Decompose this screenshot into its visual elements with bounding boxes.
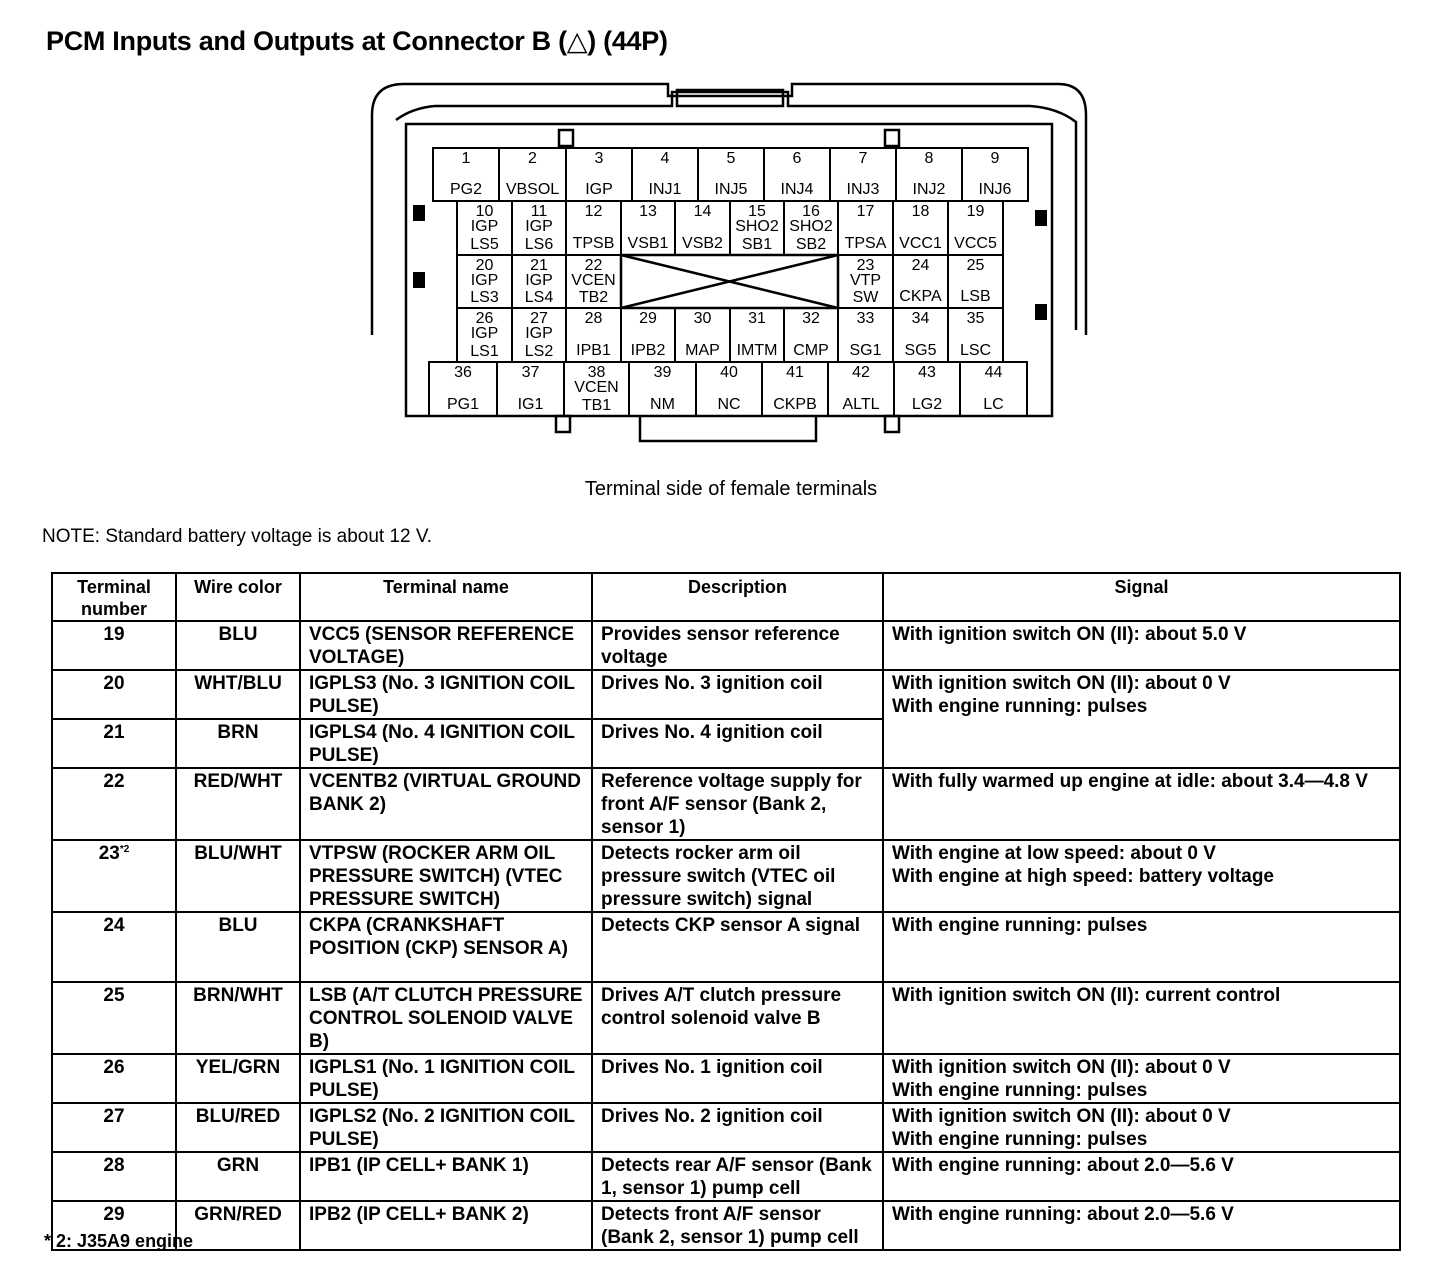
- terminal-label-36: PG1: [446, 396, 480, 413]
- terminal-number-40: 40: [720, 364, 738, 381]
- terminal-label-30: MAP: [685, 342, 720, 359]
- header-signal: Signal: [883, 573, 1400, 621]
- table-row: [52, 768, 1400, 840]
- terminal-label-43: LG2: [911, 396, 943, 413]
- table-row: [52, 982, 1400, 1054]
- terminal-label-8: INJ2: [912, 181, 946, 198]
- terminal-label-11-b: LS6: [524, 236, 554, 253]
- terminal-label-13: VSB1: [627, 235, 669, 252]
- terminal-number-24: 24: [911, 257, 930, 274]
- terminal-label-12: TPSB: [572, 235, 615, 252]
- table-row: [52, 621, 1400, 670]
- cell-name: IPB2 (IP CELL+ BANK 2): [300, 1201, 592, 1250]
- terminal-number-17: 17: [856, 203, 875, 220]
- terminal-label-16-a: SHO2: [789, 218, 833, 235]
- terminal-number-22: 22: [584, 257, 603, 274]
- terminal-number-37: 37: [521, 364, 540, 381]
- terminal-number-39: 39: [653, 364, 672, 381]
- terminal-label-5: INJ5: [714, 181, 748, 198]
- terminal-label-25: LSB: [960, 288, 991, 305]
- terminal-label-41: CKPB: [773, 396, 817, 413]
- cell-terminal-number: [52, 719, 176, 768]
- cell-signal: With ignition switch ON (II): about 0 V With engine running: pulses: [883, 1103, 1400, 1152]
- terminal-label-26-a: IGP: [470, 325, 499, 342]
- cell-name: IGPLS1 (No. 1 IGNITION COIL PULSE): [300, 1054, 592, 1103]
- cell-color: BRN: [176, 719, 300, 768]
- terminal-number-33: 33: [856, 310, 875, 327]
- table-header-row: [52, 573, 1400, 621]
- terminal-label-40: NC: [717, 396, 741, 413]
- header-terminal-number: Terminal number: [52, 573, 176, 621]
- cell-signal: With engine running: pulses: [883, 912, 1400, 982]
- terminal-label-34: SG5: [904, 342, 937, 359]
- terminal-label-33: SG1: [849, 342, 882, 359]
- terminal-number-41: 41: [786, 364, 804, 381]
- terminal-label-37: IG1: [517, 396, 544, 413]
- table-row: [52, 1103, 1400, 1152]
- terminal-number-3: 3: [594, 150, 604, 167]
- table-row: [52, 840, 1400, 912]
- terminal-number-30: 30: [693, 310, 712, 327]
- terminal-number-14: 14: [693, 203, 712, 220]
- terminal-number-43: 43: [918, 364, 936, 381]
- cell-color: BRN/WHT: [176, 982, 300, 1054]
- cell-terminal-number: [52, 1054, 176, 1103]
- terminal-label-15-a: SHO2: [735, 218, 779, 235]
- terminal-number-32: 32: [802, 310, 820, 327]
- cell-desc: Detects rear A/F sensor (Bank 1, sensor 1) pump cell: [592, 1152, 883, 1201]
- cell-name: VTPSW (ROCKER ARM OIL PRESSURE SWITCH) (VTEC PRESSURE SWITCH): [300, 840, 592, 912]
- terminal-label-17: TPSA: [844, 235, 887, 252]
- terminal-label-21-b: LS4: [524, 289, 554, 306]
- terminal-number-text: 24: [103, 915, 125, 936]
- terminal-number-text: 19: [103, 624, 125, 645]
- cell-terminal-number: [52, 912, 176, 982]
- terminal-number-1: 1: [461, 150, 471, 167]
- terminal-label-1: PG2: [449, 181, 483, 198]
- terminal-label-42: ALTL: [842, 396, 880, 413]
- cell-name: LSB (A/T CLUTCH PRESSURE CONTROL SOLENOID VALVE B): [300, 982, 592, 1054]
- terminal-number-13: 13: [639, 203, 657, 220]
- terminal-number-34: 34: [911, 310, 930, 327]
- cell-signal: With ignition switch ON (II): about 5.0 V: [883, 621, 1400, 670]
- terminal-label-20-b: LS3: [470, 289, 499, 306]
- cell-desc: Detects front A/F sensor (Bank 2, sensor 1) pump cell: [592, 1201, 883, 1250]
- cell-color: GRN: [176, 1152, 300, 1201]
- terminal-label-22-a: VCEN: [571, 272, 616, 289]
- cell-color: BLU/RED: [176, 1103, 300, 1152]
- terminal-number-36: 36: [454, 364, 472, 381]
- table-row: [52, 1152, 1400, 1201]
- terminal-label-24: CKPA: [899, 288, 942, 305]
- terminal-number-6: 6: [792, 150, 802, 167]
- table-row: [52, 670, 1400, 719]
- cell-name: IGPLS4 (No. 4 IGNITION COIL PULSE): [300, 719, 592, 768]
- terminal-number-25: 25: [966, 257, 985, 274]
- terminal-label-11-a: IGP: [525, 218, 553, 235]
- cell-terminal-number: [52, 982, 176, 1054]
- terminal-number-20: 20: [475, 257, 494, 274]
- cell-color: BLU: [176, 912, 300, 982]
- terminal-number-text: 27: [103, 1106, 125, 1127]
- table-row: [52, 1201, 1400, 1250]
- terminal-number-29: 29: [639, 310, 657, 327]
- terminal-label-23-a: VTP: [849, 272, 882, 289]
- cell-terminal-number: [52, 840, 176, 912]
- terminal-number-42: 42: [852, 364, 870, 381]
- cell-desc: Drives No. 2 ignition coil: [592, 1103, 883, 1152]
- cell-signal: With ignition switch ON (II): current control: [883, 982, 1400, 1054]
- terminal-number-8: 8: [924, 150, 934, 167]
- cell-name: CKPA (CRANKSHAFT POSITION (CKP) SENSOR A): [300, 912, 592, 982]
- terminal-label-9: INJ6: [978, 181, 1012, 198]
- signal-table: [51, 572, 1401, 1251]
- cell-desc: Drives No. 3 ignition coil: [592, 670, 883, 719]
- terminal-label-32: CMP: [793, 342, 829, 359]
- cell-desc: Drives A/T clutch pressure control solenoid valve B: [592, 982, 883, 1054]
- terminal-number-text: 20: [103, 673, 125, 694]
- terminal-number-10: 10: [475, 203, 494, 220]
- header-wire-color: Wire color: [176, 573, 300, 621]
- terminal-label-38-b: TB1: [581, 397, 612, 414]
- terminal-number-26: 26: [475, 310, 494, 327]
- terminal-number-11: 11: [530, 203, 548, 220]
- cell-terminal-number: [52, 670, 176, 719]
- cell-color: BLU/WHT: [176, 840, 300, 912]
- terminal-label-19: VCC5: [954, 235, 997, 252]
- terminal-number-text: 26: [103, 1057, 125, 1078]
- cell-color: GRN/RED: [176, 1201, 300, 1250]
- cell-name: VCC5 (SENSOR REFERENCE VOLTAGE): [300, 621, 592, 670]
- terminal-label-4: INJ1: [648, 181, 682, 198]
- cell-signal: With ignition switch ON (II): about 0 V With engine running: pulses: [883, 670, 1400, 768]
- cell-color: BLU: [176, 621, 300, 670]
- terminal-number-44: 44: [984, 364, 1003, 381]
- terminal-number-text: 28: [103, 1155, 125, 1176]
- cell-name: IGPLS3 (No. 3 IGNITION COIL PULSE): [300, 670, 592, 719]
- terminal-label-20-a: IGP: [470, 272, 499, 289]
- terminal-number-38: 38: [587, 364, 606, 381]
- cell-signal: With engine running: about 2.0—5.6 V: [883, 1152, 1400, 1201]
- terminal-number-text: 29: [103, 1204, 125, 1225]
- cell-terminal-number: [52, 1103, 176, 1152]
- terminal-label-21-a: IGP: [525, 272, 553, 289]
- cell-signal: With fully warmed up engine at idle: about 3.4—4.8 V: [883, 768, 1400, 840]
- terminal-label-22-b: TB2: [578, 289, 609, 306]
- terminal-number-35: 35: [966, 310, 985, 327]
- terminal-label-14: VSB2: [682, 235, 723, 252]
- header-description: Description: [592, 573, 883, 621]
- terminal-number-16: 16: [802, 203, 820, 220]
- terminal-label-2: VBSOL: [505, 181, 560, 198]
- cell-name: IGPLS2 (No. 2 IGNITION COIL PULSE): [300, 1103, 592, 1152]
- terminal-number-7: 7: [858, 150, 868, 167]
- cell-desc: Detects CKP sensor A signal: [592, 912, 883, 982]
- terminal-number-text: 23: [98, 843, 120, 864]
- cell-desc: Reference voltage supply for front A/F sensor (Bank 2, sensor 1): [592, 768, 883, 840]
- cell-color: WHT/BLU: [176, 670, 300, 719]
- terminal-label-23-b: SW: [852, 289, 879, 306]
- terminal-number-19: 19: [966, 203, 985, 220]
- cell-name: IPB1 (IP CELL+ BANK 1): [300, 1152, 592, 1201]
- cell-terminal-number: [52, 621, 176, 670]
- page-title: PCM Inputs and Outputs at Connector B (△) (44P): [46, 26, 668, 56]
- cell-name: VCENTB2 (VIRTUAL GROUND BANK 2): [300, 768, 592, 840]
- cell-desc: Provides sensor reference voltage: [592, 621, 883, 670]
- terminal-label-27-a: IGP: [525, 325, 553, 342]
- header-terminal-name: Terminal name: [300, 573, 592, 621]
- footnote: * 2: J35A9 engine: [44, 1231, 194, 1251]
- terminal-label-27-b: LS2: [524, 343, 554, 360]
- cell-desc: Drives No. 1 ignition coil: [592, 1054, 883, 1103]
- connector-diagram: [0, 0, 1440, 470]
- cell-signal: With engine running: about 2.0—5.6 V: [883, 1201, 1400, 1250]
- terminal-label-7: INJ3: [846, 181, 880, 198]
- terminal-label-10-a: IGP: [470, 218, 499, 235]
- terminal-number-text: 22: [103, 771, 125, 792]
- cell-desc: Drives No. 4 ignition coil: [592, 719, 883, 768]
- cell-color: RED/WHT: [176, 768, 300, 840]
- table-row: [52, 912, 1400, 982]
- terminal-number-18: 18: [911, 203, 930, 220]
- terminal-number-21: 21: [530, 257, 548, 274]
- terminal-label-39: NM: [650, 396, 675, 413]
- terminal-number-12: 12: [584, 203, 603, 220]
- battery-note: NOTE: Standard battery voltage is about 12 V.: [42, 526, 433, 547]
- terminal-number-5: 5: [726, 150, 736, 167]
- cell-signal: With engine at low speed: about 0 V With engine at high speed: battery voltage: [883, 840, 1400, 912]
- terminal-label-16-b: SB2: [795, 236, 827, 253]
- terminal-label-31: IMTM: [736, 342, 778, 359]
- terminal-label-26-b: LS1: [470, 343, 499, 360]
- terminal-label-28: IPB1: [576, 342, 611, 359]
- terminal-label-44: LC: [983, 396, 1004, 413]
- terminal-number-9: 9: [990, 150, 1000, 167]
- terminal-number-text: 21: [103, 722, 125, 743]
- terminal-number-28: 28: [584, 310, 603, 327]
- cell-color: YEL/GRN: [176, 1054, 300, 1103]
- terminal-label-10-b: LS5: [470, 236, 499, 253]
- cell-terminal-number: [52, 1152, 176, 1201]
- terminal-number-15: 15: [748, 203, 766, 220]
- connector-caption: Terminal side of female terminals: [584, 478, 878, 500]
- terminal-label-29: IPB2: [630, 342, 666, 359]
- footnote-marker: *2: [119, 844, 130, 855]
- terminal-label-6: INJ4: [780, 181, 814, 198]
- terminal-number-4: 4: [660, 150, 670, 167]
- terminal-label-18: VCC1: [899, 235, 942, 252]
- terminal-label-3: IGP: [585, 181, 613, 198]
- table-row: [52, 1054, 1400, 1103]
- cell-desc: Detects rocker arm oil pressure switch (VTEC oil pressure switch) signal: [592, 840, 883, 912]
- terminal-number-2: 2: [528, 150, 537, 167]
- terminal-number-text: 25: [103, 985, 125, 1006]
- terminal-label-38-a: VCEN: [574, 379, 619, 396]
- terminal-number-31: 31: [748, 310, 766, 327]
- terminal-label-35: LSC: [959, 342, 992, 359]
- terminal-number-27: 27: [530, 310, 548, 327]
- terminal-number-23: 23: [856, 257, 875, 274]
- terminal-label-15-b: SB1: [741, 236, 773, 253]
- cell-signal: With ignition switch ON (II): about 0 V With engine running: pulses: [883, 1054, 1400, 1103]
- cell-terminal-number: [52, 768, 176, 840]
